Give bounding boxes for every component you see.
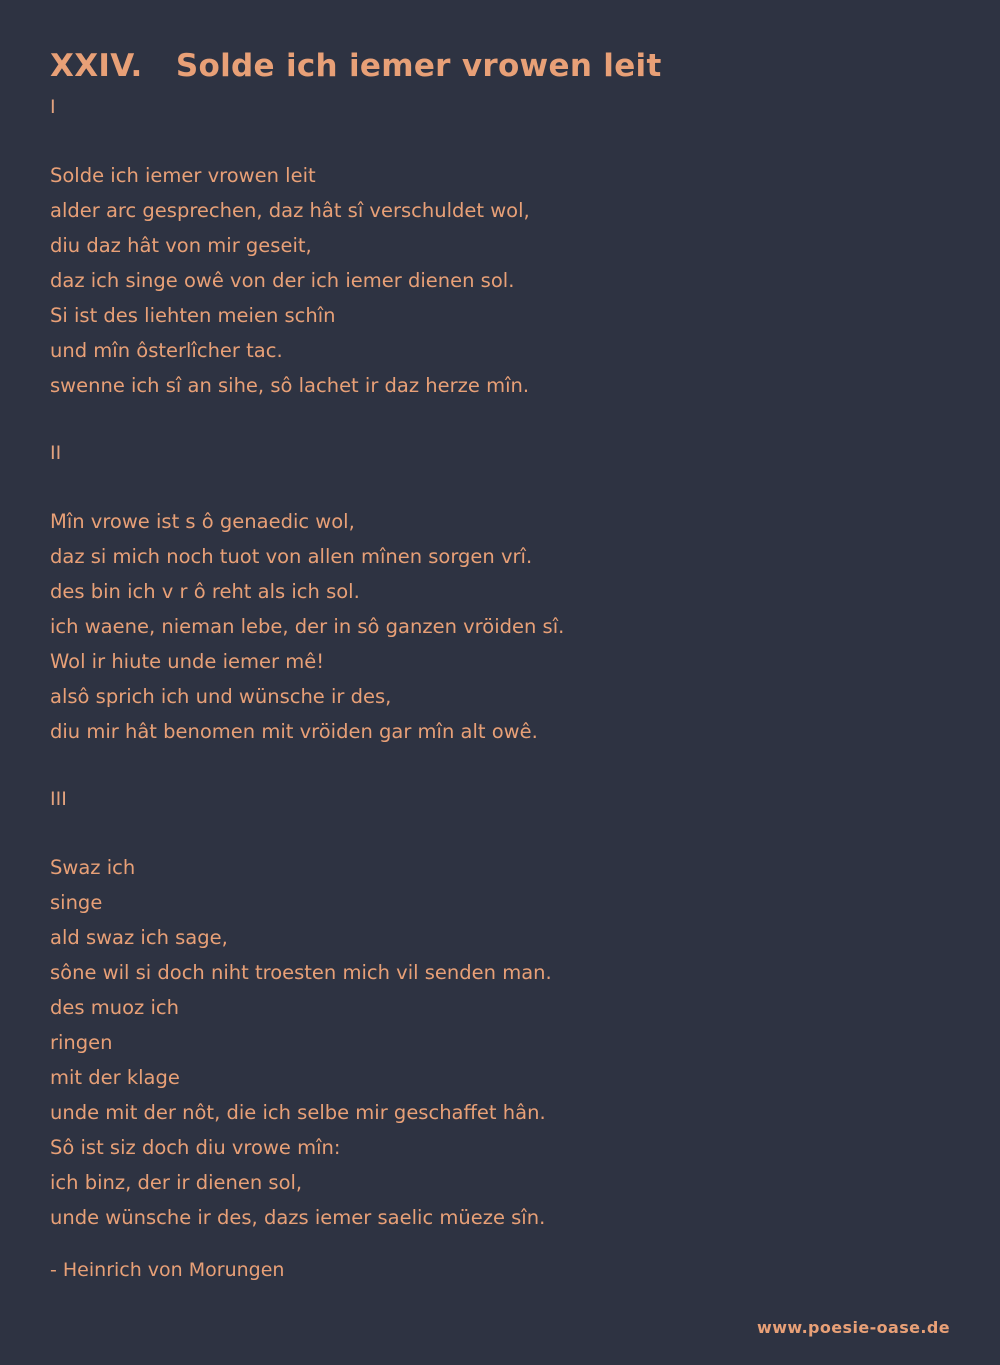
stanza-number: III <box>50 788 67 810</box>
poem-line: ald swaz ich sage, <box>50 926 228 949</box>
author-credit: - Heinrich von Morungen <box>50 1259 285 1281</box>
poem-line: daz ich singe owê von der ich iemer dienen sol. <box>50 269 515 292</box>
poem-line: ich waene, nieman lebe, der in sô ganzen vröiden sî. <box>50 615 565 638</box>
poem-line: unde wünsche ir des, dazs iemer saelic müeze sîn. <box>50 1206 546 1229</box>
poem-line: des bin ich v r ô reht als ich sol. <box>50 580 360 603</box>
stanza-spacer <box>50 471 950 504</box>
poem-line: sône wil si doch niht troesten mich vil senden man. <box>50 961 552 984</box>
poem-line: und mîn ôsterlîcher tac. <box>50 339 283 362</box>
poem-line: Si ist des liehten meien schîn <box>50 304 336 327</box>
poem-line: swenne ich sî an sihe, sô lachet ir daz herze mîn. <box>50 374 530 397</box>
poem-line: Mîn vrowe ist s ô genaedic wol, <box>50 510 355 533</box>
between-stanza-spacer <box>50 749 950 782</box>
poem-line: des muoz ich <box>50 996 179 1019</box>
poem-line: mit der klage <box>50 1066 180 1089</box>
stanza-3 <box>50 782 950 1235</box>
stanza-number: I <box>50 96 56 118</box>
stanza-1 <box>50 90 950 403</box>
poem-line: Sô ist siz doch diu vrowe mîn: <box>50 1136 341 1159</box>
stanza-lines <box>50 850 950 1235</box>
poem-line: Swaz ich <box>50 856 136 879</box>
poem-line: diu daz hât von mir geseit, <box>50 234 312 257</box>
stanza-2 <box>50 436 950 749</box>
site-url-footer: www.poesie-oase.de <box>757 1318 950 1337</box>
poem-line: Wol ir hiute unde iemer mê! <box>50 650 325 673</box>
stanza-spacer <box>50 125 950 158</box>
poem-line: ringen <box>50 1031 113 1054</box>
poem-line: daz si mich noch tuot von allen mînen sorgen vrî. <box>50 545 533 568</box>
poem-line: diu mir hât benomen mit vröiden gar mîn alt owê. <box>50 720 538 743</box>
stanza-lines <box>50 158 950 403</box>
stanza-spacer <box>50 817 950 850</box>
page-title: XXIV. Solde ich iemer vrowen leit <box>50 48 662 84</box>
poem-line: alsô sprich ich und wünsche ir des, <box>50 685 392 708</box>
stanza-lines <box>50 504 950 749</box>
between-stanza-spacer <box>50 403 950 436</box>
poem-line: ich binz, der ir dienen sol, <box>50 1171 303 1194</box>
poem-line: unde mit der nôt, die ich selbe mir geschaffet hân. <box>50 1101 546 1124</box>
poem-line: singe <box>50 891 103 914</box>
poem-line: Solde ich iemer vrowen leit <box>50 164 316 187</box>
stanza-number: II <box>50 442 62 464</box>
poem-line: alder arc gesprechen, daz hât sî verschuldet wol, <box>50 199 530 222</box>
